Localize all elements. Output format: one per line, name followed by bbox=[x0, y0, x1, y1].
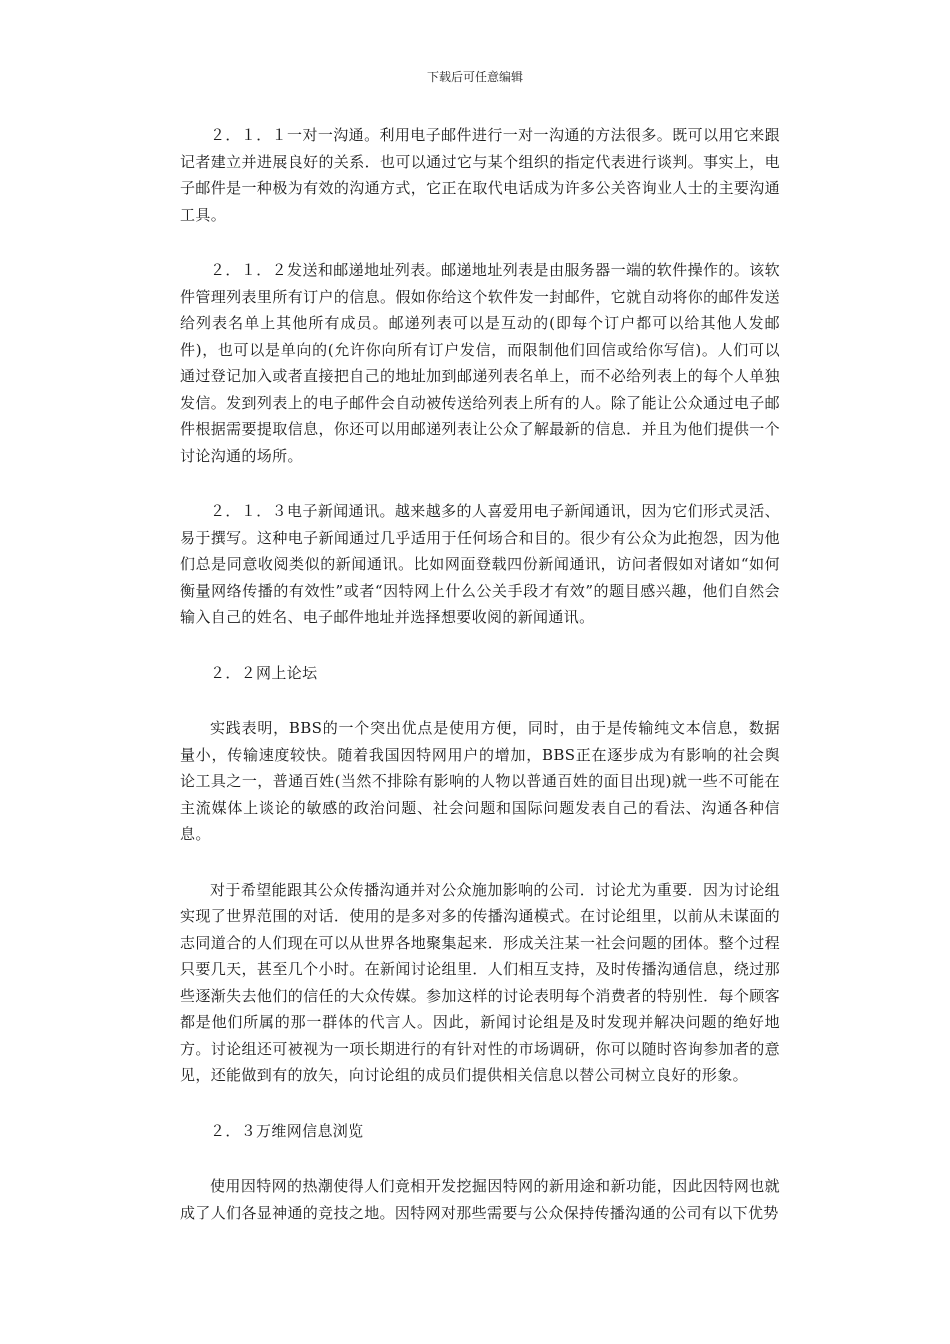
page-header: 下载后可任意编辑 bbox=[426, 70, 523, 84]
paragraph-2-1-3: ２．１．３电子新闻通讯。越来越多的人喜爱用电子新闻通讯，因为它们形式灵活、易于撰写。这种电子新闻通过几乎适用于任何场合和目的。很少有公众为此抱怨，因为他们总是同意收阅类似的新闻通讯。比如网面登载四份新闻通讯，访问者假如对诸如“如何衡量网络传播的有效性”或者“因特网上什么公关手段才有效”的题目感兴趣，他们自然会输入自己的姓名、电子邮件地址并选择想要收阅的新闻通讯。 bbox=[180, 502, 780, 626]
document-body bbox=[180, 122, 780, 1255]
section-heading-2-2: ２．２网上论坛 bbox=[210, 663, 318, 682]
paragraph-2-1-1: ２．１．１一对一沟通。利用电子邮件进行一对一沟通的方法很多。既可以用它来跟记者建立并进展良好的关系．也可以通过它与某个组织的指定代表进行谈判。事实上，电子邮件是一种极为有效的沟通方式，它正在取代电话成为许多公关咨询业人士的主要沟通工具。 bbox=[180, 126, 780, 224]
section-heading-2-3: ２．３万维网信息浏览 bbox=[210, 1121, 364, 1140]
paragraph-bbs: 实践表明，BBS的一个突出优点是使用方便，同时，由于是传输纯文本信息，数据量小，传输速度较快。随着我国因特网用户的增加，BBS正在逐步成为有影响的社会舆论工具之一，普通百姓(当然不排除有影响的人物以普通百姓的面目出现)就一些不可能在主流媒体上谈论的敏感的政治问题、社会问题和国际问题发表自己的看法、沟通各种信息。 bbox=[180, 719, 780, 843]
paragraph-discussion-groups: 对于希望能跟其公众传播沟通并对公众施加影响的公司．讨论尤为重要．因为讨论组实现了世界范围的对话．使用的是多对多的传播沟通模式。在讨论组里，以前从未谋面的志同道合的人们现在可以从世界各地聚集起来．形成关注某一社会问题的团体。整个过程只要几天，甚至几个小时。在新闻讨论组里．人们相互支持，及时传播沟通信息，绕过那些逐渐失去他们的信任的大众传媒。参加这样的讨论表明每个消费者的特别性．每个顾客都是他们所属的那一群体的代言人。因此，新闻讨论组是及时发现并解决问题的绝好地方。讨论组还可被视为一项长期进行的有针对性的市场调研，你可以随时咨询参加者的意见，还能做到有的放矢，向讨论组的成员们提供相关信息以替公司树立良好的形象。 bbox=[180, 880, 780, 1084]
paragraph-2-1-2: ２．１．２发送和邮递地址列表。邮递地址列表是由服务器一端的软件操作的。该软件管理列表里所有订户的信息。假如你给这个软件发一封邮件，它就自动将你的邮件发送给列表名单上其他所有成员。邮递列表可以是互动的(即每个订户都可以给其他人发邮件)，也可以是单向的(允许你向所有订户发信，而限制他们回信或给你写信)。人们可以通过登记加入或者直接把自己的地址加到邮递列表名单上，而不必给列表上的每个人单独发信。发到列表上的电子邮件会自动被传送给列表上所有的人。除了能让公众通过电子邮件根据需要提取信息，你还可以用邮递列表让公众了解最新的信息．并且为他们提供一个讨论沟通的场所。 bbox=[180, 261, 780, 465]
paragraph-www: 使用因特网的热潮使得人们竟相开发挖掘因特网的新用途和新功能，因此因特网也就成了人们各显神通的竞技之地。因特网对那些需要与公众保持传播沟通的公司有以下优势 bbox=[180, 1177, 780, 1222]
